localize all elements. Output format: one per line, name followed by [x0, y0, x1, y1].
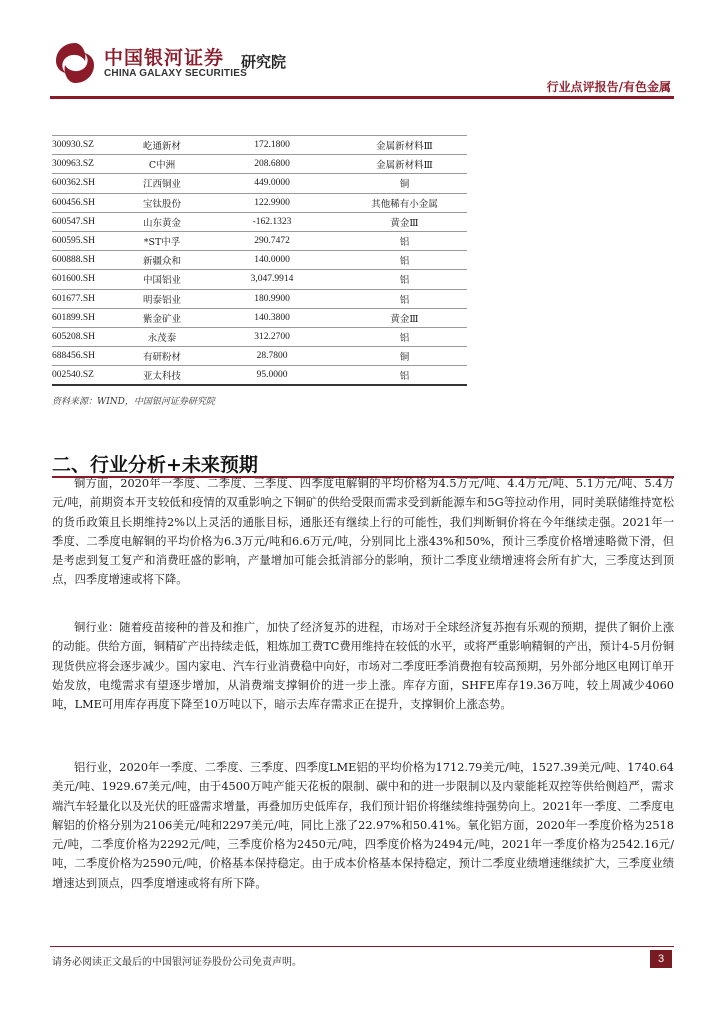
stock-value: 28.7800 — [202, 347, 342, 366]
table-source: 资料来源：WIND，中国银河证券研究院 — [52, 397, 215, 407]
stock-value: 312.2700 — [202, 327, 342, 346]
stock-name: 紫金矿业 — [122, 308, 202, 327]
page-number: 3 — [650, 950, 672, 968]
stock-code: 300963.SZ — [52, 155, 122, 174]
table-row — [52, 251, 467, 270]
table-row — [52, 347, 467, 366]
table-row — [52, 327, 467, 346]
stock-code: 600595.SH — [52, 231, 122, 250]
stock-code: 688456.SH — [52, 347, 122, 366]
stock-value: 140.0000 — [202, 251, 342, 270]
stock-table — [52, 135, 467, 386]
section-title: 二、行业分析+未来预期 — [52, 454, 258, 476]
stock-industry: 金属新材料Ⅲ — [342, 136, 467, 155]
stock-code: 601677.SH — [52, 289, 122, 308]
stock-code: 300930.SZ — [52, 136, 122, 155]
table-row — [52, 308, 467, 327]
stock-industry: 其他稀有小金属 — [342, 193, 467, 212]
table-row — [52, 231, 467, 250]
stock-name: 明泰铝业 — [122, 289, 202, 308]
stock-code: 600456.SH — [52, 193, 122, 212]
stock-name: C中洲 — [122, 155, 202, 174]
table-row — [52, 270, 467, 289]
table-row — [52, 155, 467, 174]
stock-name: 宝钛股份 — [122, 193, 202, 212]
stock-industry: 铝 — [342, 231, 467, 250]
header-divider — [50, 96, 674, 99]
stock-industry: 铝 — [342, 366, 467, 385]
paragraph-aluminum-industry: 铝行业，2020年一季度、二季度、三季度、四季度LME铝的平均价格为1712.79美元/吨，1527.39美元/吨、1740.64美元/吨、1929.67美元/吨，由于4500万吨产能天花板的限制、碳中和的进一步限制以及内蒙能耗双控等供给侧趋严，需求端汽车轻量化以及光伏的旺盛需求增量，再叠加历史低库存，我们预计铝价将继续维持强势向上。2021年一季度、二季度电解铝的价格分别为2106美元/吨和2297美元/吨，同比上涨了22.97%和50.41%。氧化铝方面，2020年一季度价格为2518元/吨，二季度价格为2292元/吨，三季度价格为2450元/吨，四季度价格为2494元/吨，2021年一季度价格为2542.16元/吨，二季度价格为2590元/吨，价格基本保持稳定。由于成本价格基本保持稳定，预计二季度业绩增速继续扩大，三季度业绩增速达到顶点，四季度增速或将有所下降。 — [52, 761, 674, 890]
stock-code: 600888.SH — [52, 251, 122, 270]
table-row — [52, 174, 467, 193]
stock-industry: 铝 — [342, 289, 467, 308]
stock-code: 600362.SH — [52, 174, 122, 193]
brand-name-cn: 中国银河证券 — [104, 47, 225, 69]
stock-name: *ST中孚 — [122, 231, 202, 250]
stock-name: 屹通新材 — [122, 136, 202, 155]
stock-name: 江西铜业 — [122, 174, 202, 193]
stock-industry: 金属新材料Ⅲ — [342, 155, 467, 174]
brand-name-en: CHINA GALAXY SECURITIES — [104, 68, 247, 79]
stock-industry: 黄金Ⅲ — [342, 308, 467, 327]
footer-divider — [50, 946, 674, 947]
stock-value: 449.0000 — [202, 174, 342, 193]
paragraph-copper-industry: 铜行业：随着疫苗接种的普及和推广，加快了经济复苏的进程，市场对于全球经济复苏抱有乐观的预期，提供了铜价上涨的动能。供给方面，铜精矿产出持续走低，粗炼加工费TC费用维持在较低的水平，或将严重影响精铜的产出，预计4-5月份铜现货供应将会逐步减少。国内家电、汽车行业消费稳中向好，市场对二季度旺季消费抱有较高预期，另外部分地区电网订单开始发放，电缆需求有望逐步增加，从消费端支撑铜价的进一步上涨。库存方面，SHFE库存19.36万吨，较上周减少4060吨，LME可用库存再度下降至10万吨以下，暗示去库存需求正在提升，支撑铜价上涨态势。 — [52, 621, 674, 712]
stock-name: 中国铝业 — [122, 270, 202, 289]
page-header — [0, 0, 724, 100]
stock-value: 172.1800 — [202, 136, 342, 155]
report-type: 行业点评报告/有色金属 — [546, 80, 671, 94]
stock-name: 亚太科技 — [122, 366, 202, 385]
stock-industry: 铝 — [342, 327, 467, 346]
galaxy-logo-icon — [52, 40, 98, 86]
stock-value: 95.0000 — [202, 366, 342, 385]
stock-industry: 黄金Ⅲ — [342, 212, 467, 231]
stock-name: 新疆众和 — [122, 251, 202, 270]
stock-name: 山东黄金 — [122, 212, 202, 231]
stock-value: -162.1323 — [202, 212, 342, 231]
stock-code: 601899.SH — [52, 308, 122, 327]
stock-code: 600547.SH — [52, 212, 122, 231]
stock-industry: 铜 — [342, 347, 467, 366]
table-row — [52, 289, 467, 308]
table-row — [52, 212, 467, 231]
stock-name: 有研粉材 — [122, 347, 202, 366]
stock-value: 180.9900 — [202, 289, 342, 308]
stock-value: 208.6800 — [202, 155, 342, 174]
stock-table-body — [52, 136, 467, 385]
stock-industry: 铜 — [342, 174, 467, 193]
table-row — [52, 136, 467, 155]
footer-disclaimer: 请务必阅读正文最后的中国银河证券股份公司免责声明。 — [52, 957, 302, 968]
table-row — [52, 193, 467, 212]
stock-name: 永茂泰 — [122, 327, 202, 346]
institute-label: 研究院 — [241, 53, 287, 71]
stock-value: 290.7472 — [202, 231, 342, 250]
stock-industry: 铝 — [342, 270, 467, 289]
stock-code: 601600.SH — [52, 270, 122, 289]
stock-industry: 铝 — [342, 251, 467, 270]
stock-code: 605208.SH — [52, 327, 122, 346]
paragraph-copper-price: 铜方面，2020年一季度、二季度、三季度、四季度电解铜的平均价格为4.5万元/吨、4.4万元/吨、5.1万元/吨、5.4万元/吨，前期资本开支较低和疫情的双重影响之下铜矿的供给受限而需求受到新能源车和5G等拉动作用，同时美联储维持宽松的货币政策且长期维持2%以上灵活的通胀目标，通胀还有继续上行的可能性，我们判断铜价将在今年继续走强。2021年一季度、二季度电解铜的平均价格为6.3万元/吨和6.6万元/吨，分别同比上涨43%和50%，预计三季度价格增速略微下滑，但是考虑到复工复产和消费旺盛的影响，产量增加可能会抵消部分的影响，预计二季度业绩增速将会所有扩大，三季度达到顶点，四季度增速或将下降。 — [52, 477, 674, 587]
stock-value: 122.9900 — [202, 193, 342, 212]
stock-code: 002540.SZ — [52, 366, 122, 385]
table-row — [52, 366, 467, 385]
stock-value: 3,047.9914 — [202, 270, 342, 289]
stock-value: 140.3800 — [202, 308, 342, 327]
